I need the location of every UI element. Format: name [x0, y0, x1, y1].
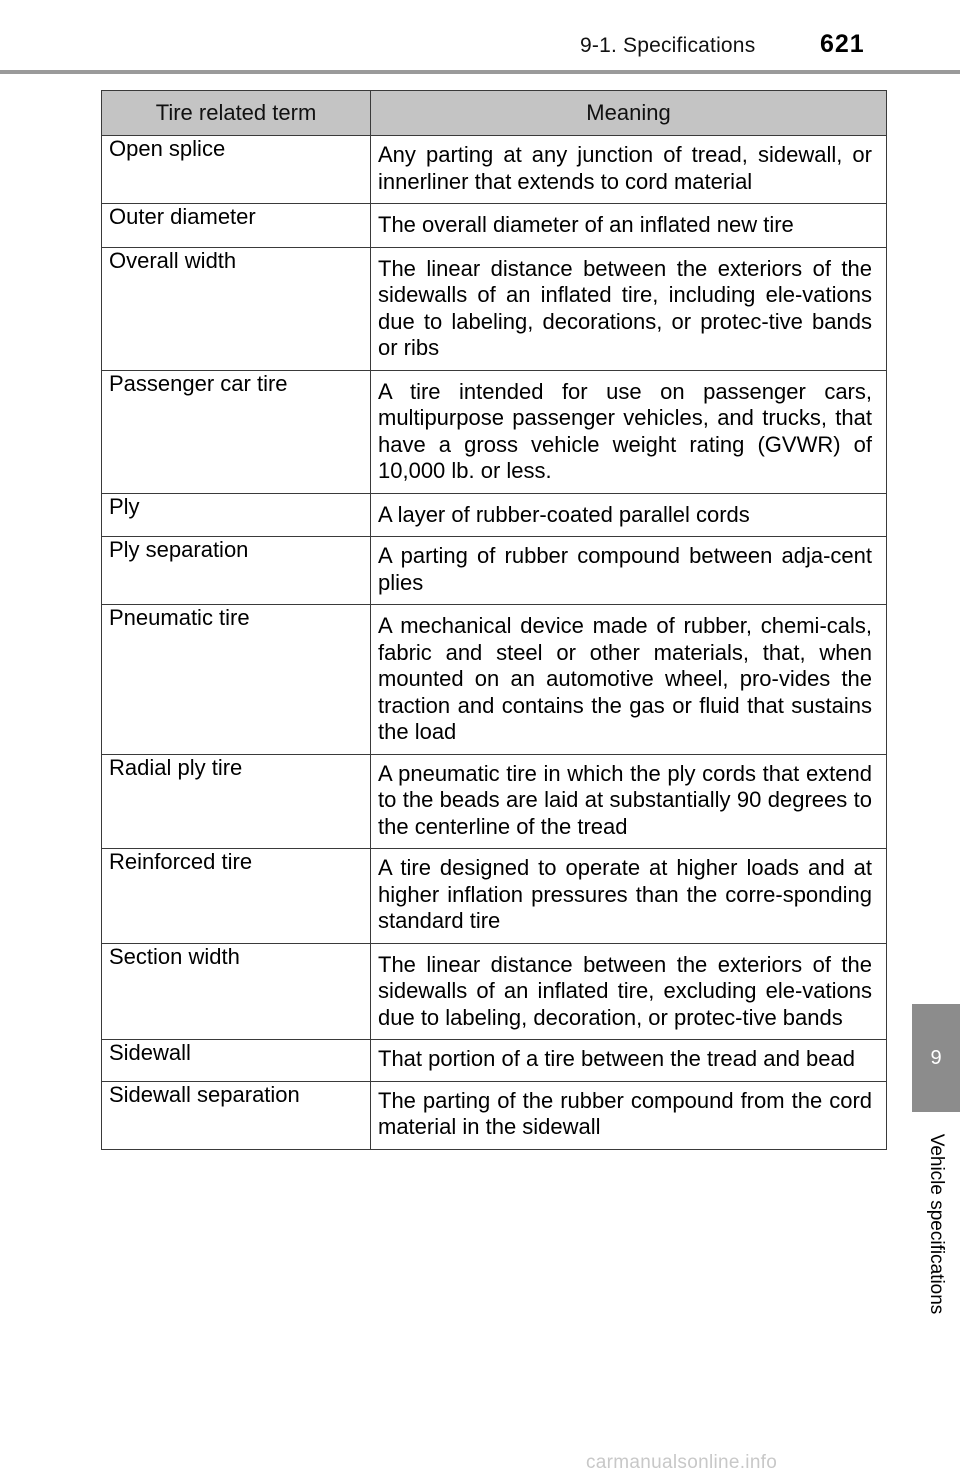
table-header-row — [102, 91, 887, 136]
table-row — [102, 943, 887, 1040]
term-cell: Radial ply tire — [102, 754, 371, 849]
table-row — [102, 247, 887, 370]
term-cell: Ply separation — [102, 537, 371, 605]
meaning-cell: A pneumatic tire in which the ply cords that extend to the beads are laid at substantially 90 degrees to the centerline of the tread — [371, 754, 887, 849]
section-title: 9-1. Specifications — [580, 34, 756, 57]
table-row — [102, 136, 887, 204]
term-cell: Sidewall separation — [102, 1081, 371, 1149]
table-row — [102, 754, 887, 849]
meaning-cell: A tire designed to operate at higher loads and at higher inflation pressures than the corre-sponding standard tire — [371, 849, 887, 944]
term-cell: Ply — [102, 493, 371, 537]
term-cell: Section width — [102, 943, 371, 1040]
meaning-cell: The linear distance between the exteriors of the sidewalls of an inflated tire, including ele-vations due to labeling, decorations, or protec-tive bands or ribs — [371, 247, 887, 370]
watermark: carmanualsonline.info — [586, 1452, 778, 1473]
table-row — [102, 1040, 887, 1082]
meaning-cell: A tire intended for use on passenger cars, multipurpose passenger vehicles, and trucks, that have a gross vehicle weight rating (GVWR) of 10,000 lb. or less. — [371, 370, 887, 493]
table-row — [102, 204, 887, 248]
meaning-cell: A parting of rubber compound between adja-cent plies — [371, 537, 887, 605]
term-cell: Sidewall — [102, 1040, 371, 1082]
chapter-tab — [912, 1004, 960, 1112]
term-cell: Open splice — [102, 136, 371, 204]
table-row — [102, 605, 887, 755]
column-header-term: Tire related term — [102, 91, 371, 136]
term-cell: Outer diameter — [102, 204, 371, 248]
column-header-meaning: Meaning — [371, 91, 887, 136]
table-row — [102, 370, 887, 493]
table-row — [102, 493, 887, 537]
table-row — [102, 849, 887, 944]
table-row — [102, 537, 887, 605]
meaning-cell: Any parting at any junction of tread, sidewall, or innerliner that extends to cord material — [371, 136, 887, 204]
term-cell: Reinforced tire — [102, 849, 371, 944]
meaning-cell: The parting of the rubber compound from the cord material in the sidewall — [371, 1081, 887, 1149]
meaning-cell: The overall diameter of an inflated new tire — [371, 204, 887, 248]
term-cell: Pneumatic tire — [102, 605, 371, 755]
tire-terms-table — [101, 90, 887, 1150]
table-row — [102, 1081, 887, 1149]
chapter-number: 9 — [930, 1046, 942, 1069]
meaning-cell: A mechanical device made of rubber, chemi-cals, fabric and steel or other materials, that, when mounted on an automotive wheel, pro-vides the traction and contains the gas or fluid that sustains the load — [371, 605, 887, 755]
meaning-cell: The linear distance between the exteriors of the sidewalls of an inflated tire, excluding ele-vations due to labeling, decoration, or protec-tive bands — [371, 943, 887, 1040]
meaning-cell: That portion of a tire between the tread and bead — [371, 1040, 887, 1082]
term-cell: Passenger car tire — [102, 370, 371, 493]
meaning-cell: A layer of rubber-coated parallel cords — [371, 493, 887, 537]
header-rule — [0, 70, 960, 74]
page-number: 621 — [820, 30, 865, 58]
term-cell: Overall width — [102, 247, 371, 370]
chapter-title: Vehicle specifications — [926, 1133, 947, 1315]
